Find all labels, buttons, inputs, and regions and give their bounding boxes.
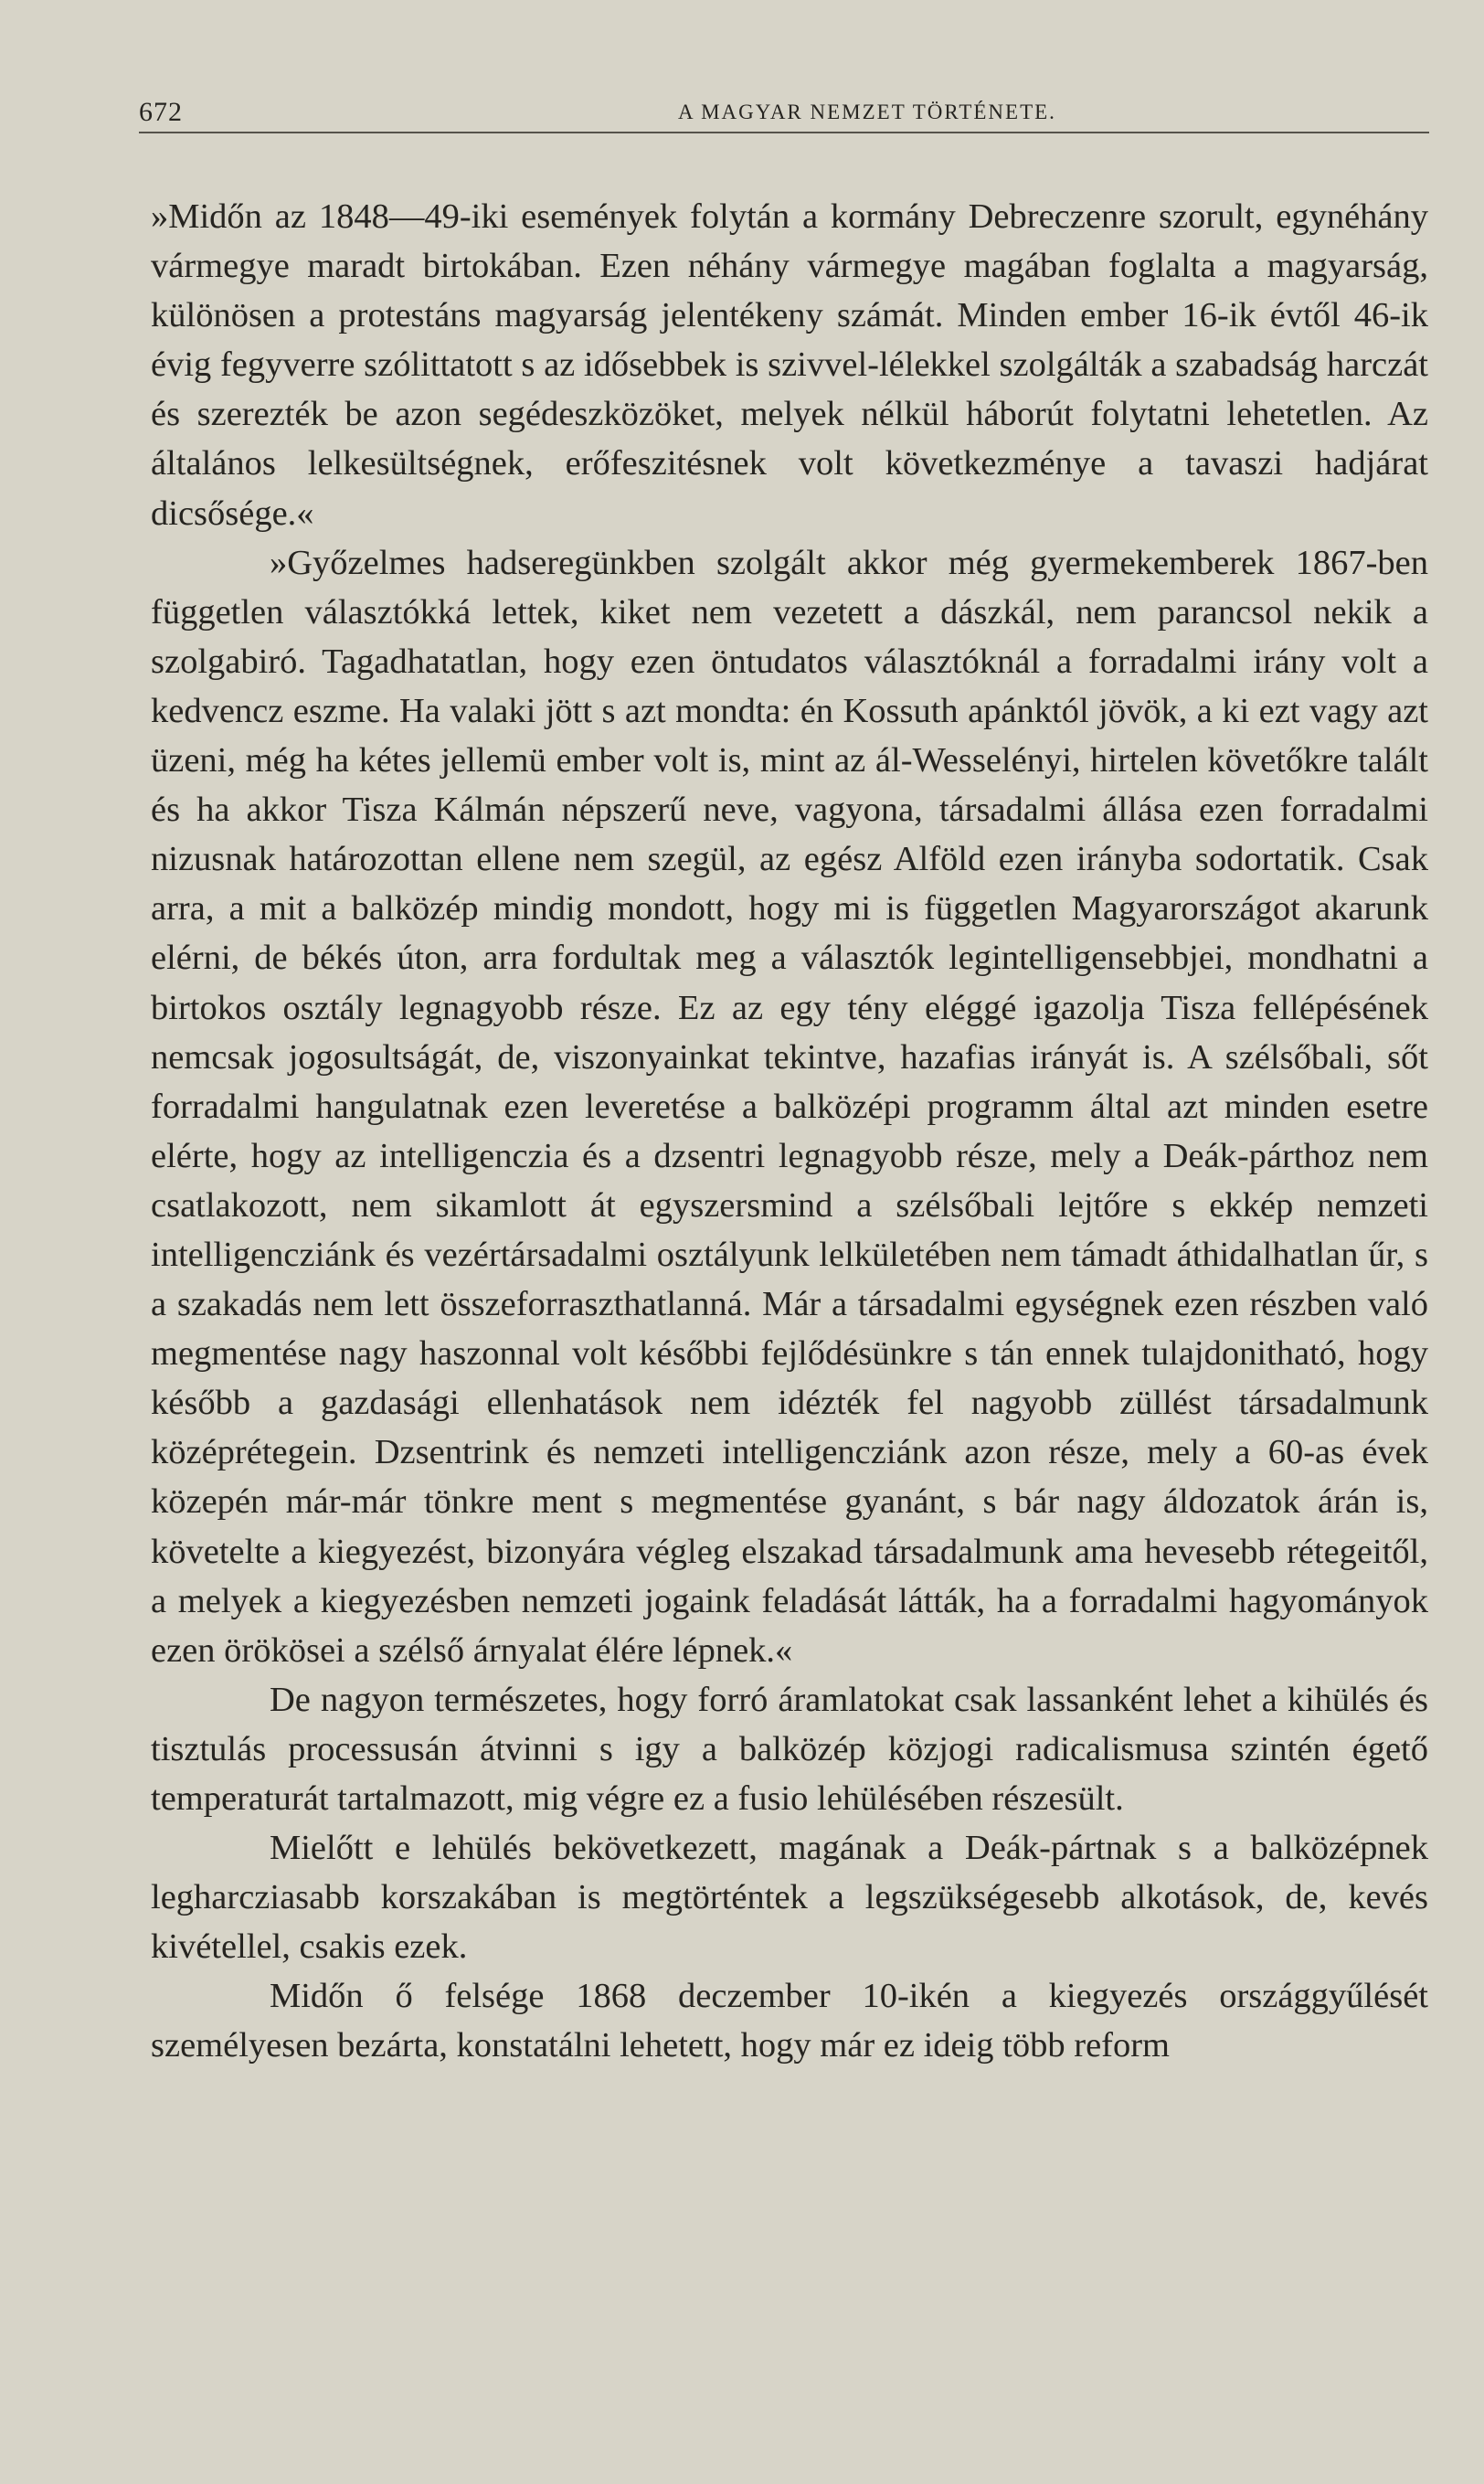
paragraph-3: De nagyon természetes, hogy forró áramlatokat csak lassanként lehet a kihülés és tisztulás processusán átvinni s igy a balközép közjogi radicalismusa szintén égető temperaturát tartalmazott, mig végre ez a fusio lehülésében részesült. [151, 1680, 1428, 1818]
running-title: A MAGYAR NEMZET TÖRTÉNETE. [678, 101, 1056, 123]
paragraph-4: Mielőtt e lehülés bekövetkezett, magának a Deák-pártnak s a balközépnek legharcziasabb korszakában is megtörténtek a legszükségesebb alkotások, de, kevés kivétellel, csakis ezek. [151, 1829, 1428, 1967]
body-text [151, 192, 1428, 2071]
page-number: 672 [139, 97, 183, 127]
page-header [139, 91, 1429, 133]
paragraph-1: »Midőn az 1848—49-iki események folytán a kormány Debreczenre szorult, egynéhány vármegye maradt birtokában. Ezen néhány vármegye magában foglalta a magyarság, különösen a protestáns magyarság jelentékeny számát. Minden ember 16-ik évtől 46-ik évig fegyverre szólittatott s az idősebbek is szivvel-lélekkel szolgálták a szabadság harczát és szerezték be azon segédeszközöket, melyek nélkül háborút folytatni lehetetlen. Az általános lelkesültségnek, erőfeszitésnek volt következménye a tavaszi hadjárat dicsősége.« [151, 197, 1428, 533]
paragraph-5: Midőn ő felsége 1868 deczember 10-ikén a kiegyezés országgyűlését személyesen bezárta, konstatálni lehetett, hogy már ez ideig több reform [151, 1977, 1428, 2065]
paragraph-2: »Győzelmes hadseregünkben szolgált akkor még gyermekemberek 1867-ben független választókká lettek, kiket nem vezetett a dászkál, nem parancsol nekik a szolgabiró. Tagadhatatlan, hogy ezen öntudatos választóknál a forradalmi irány volt a kedvencz eszme. Ha valaki jött s azt mondta: én Kossuth apánktól jövök, a ki ezt vagy azt üzeni, még ha kétes jellemü ember volt is, mint az ál-Wesselényi, hirtelen követőkre talált és ha akkor Tisza Kálmán népszerű neve, vagyona, társadalmi állása ezen forradalmi nizusnak határozottan ellene nem szegül, az egész Alföld ezen irányba sodortatik. Csak arra, a mit a balközép mindig mondott, hogy mi is független Magyarországot akarunk elérni, de békés úton, arra fordultak meg a választók legintelligensebbjei, mondhatni a birtokos osztály legnagyobb része. Ez az egy tény eléggé igazolja Tisza fellépésének nemcsak jogosultságát, de, viszonyainkat tekintve, hazafias irányát is. A szélsőbali, sőt forradalmi hangulatnak ezen leveretése a balközépi programm által azt minden esetre elérte, hogy az intelligenczia és a dzsentri legnagyobb része, mely a Deák-párthoz nem csatlakozott, nem sikamlott át egyszersmind a szélsőbali lejtőre s ekkép nemzeti intelligencziánk és vezértársadalmi osztályunk lelkületében nem támadt áthidalhatlan űr, s a szakadás nem lett összeforraszthatlanná. Már a társadalmi egységnek ezen részben való megmentése nagy haszonnal volt későbbi fejlődésünkre s tán ennek tulajdonitható, hogy később a gazdasági ellenhatások nem idézték fel nagyobb züllést társadalmunk középrétegein. Dzsentrink és nemzeti intelligencziánk azon része, mely a 60-as évek közepén már-már tönkre ment s megmentése gyanánt, s bár nagy áldozatok árán is, követelte a kiegyezést, bizonyára végleg elszakad társadalmunk ama hevesebb rétegeitől, a melyek a kiegyezésben nemzeti jogaink feladását látták, ha a forradalmi hagyományok ezen örökösei a szélső árnyalat élére lépnek.« [151, 543, 1428, 1670]
